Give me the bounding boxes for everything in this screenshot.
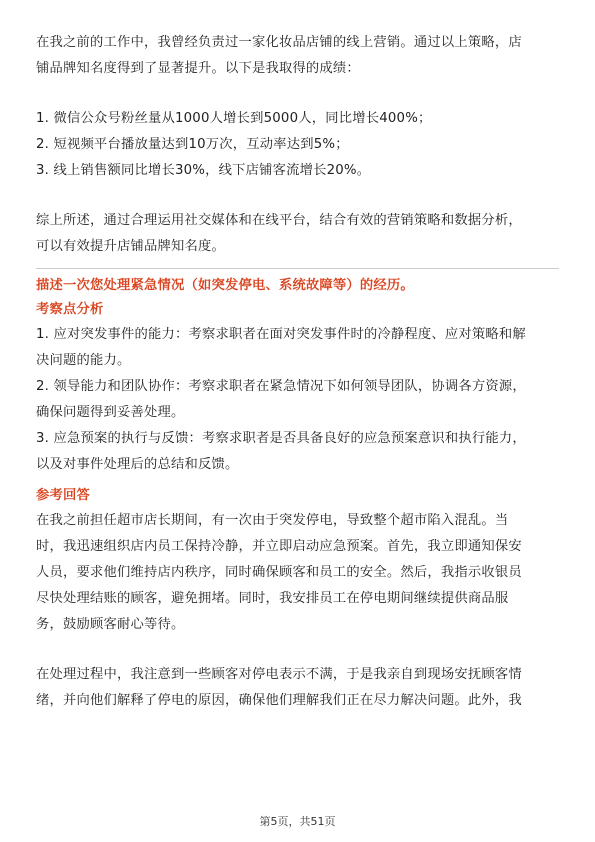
answer-paragraph-2 bbox=[36, 662, 559, 714]
text-line: 决问题的能力。 bbox=[36, 353, 131, 368]
text-line: 可以有效提升店铺品牌知名度。 bbox=[36, 239, 225, 254]
text-line: 确保问题得到妥善处理。 bbox=[36, 405, 185, 420]
text-line: 人员，要求他们维持店内秩序，同时确保顾客和员工的安全。然后，我指示收银员 bbox=[36, 565, 522, 580]
text-line: 在我之前担任超市店长期间，有一次由于突发停电，导致整个超市陷入混乱。当 bbox=[36, 513, 509, 528]
text-line: 尽快处理结账的顾客，避免拥堵。同时，我安排员工在停电期间继续提供商品服 bbox=[36, 591, 509, 606]
results-list bbox=[36, 106, 559, 184]
text-line: 3. 应急预案的执行与反馈：考察求职者是否具备良好的应急预案意识和执行能力， bbox=[36, 431, 526, 446]
text-line: 绪，并向他们解释了停电的原因，确保他们理解我们正在尽力解决问题。此外，我 bbox=[36, 693, 522, 708]
section-divider bbox=[36, 268, 559, 269]
text-line: 以及对事件处理后的总结和反馈。 bbox=[36, 457, 239, 472]
page-content bbox=[36, 30, 559, 714]
analysis-heading: 考察点分析 bbox=[36, 302, 104, 317]
text-line: 综上所述，通过合理运用社交媒体和在线平台，结合有效的营销策略和数据分析， bbox=[36, 213, 522, 228]
text-line: 1. 应对突发事件的能力：考察求职者在面对突发事件时的冷静程度、应对策略和解 bbox=[36, 327, 526, 342]
page-number: 第5页，共51页 bbox=[259, 815, 336, 828]
text-line: 时，我迅速组织店内员工保持冷静，并立即启动应急预案。首先，我立即通知保安 bbox=[36, 539, 522, 554]
question-heading: 描述一次您处理紧急情况（如突发停电、系统故障等）的经历。 bbox=[36, 278, 414, 293]
list-item: 3. 线上销售额同比增长30%，线下店铺客流增长20%。 bbox=[36, 163, 371, 178]
answer-heading: 参考回答 bbox=[36, 488, 90, 503]
text-line: 铺品牌知名度得到了显著提升。以下是我取得的成绩： bbox=[36, 61, 360, 76]
text-line: 在处理过程中，我注意到一些顾客对停电表示不满，于是我亲自到现场安抚顾客情 bbox=[36, 667, 522, 682]
text-line: 2. 领导能力和团队协作：考察求职者在紧急情况下如何领导团队，协调各方资源， bbox=[36, 379, 526, 394]
list-item: 2. 短视频平台播放量达到10万次，互动率达到5%； bbox=[36, 137, 349, 152]
summary-paragraph bbox=[36, 208, 559, 260]
list-item: 1. 微信公众号粉丝量从1000人增长到5000人，同比增长400%； bbox=[36, 111, 432, 126]
text-line: 务，鼓励顾客耐心等待。 bbox=[36, 617, 185, 632]
text-line: 在我之前的工作中，我曾经负责过一家化妆品店铺的线上营销。通过以上策略，店 bbox=[36, 35, 522, 50]
answer-paragraph-1 bbox=[36, 508, 559, 638]
intro-paragraph bbox=[36, 30, 559, 82]
analysis-list bbox=[36, 322, 559, 478]
